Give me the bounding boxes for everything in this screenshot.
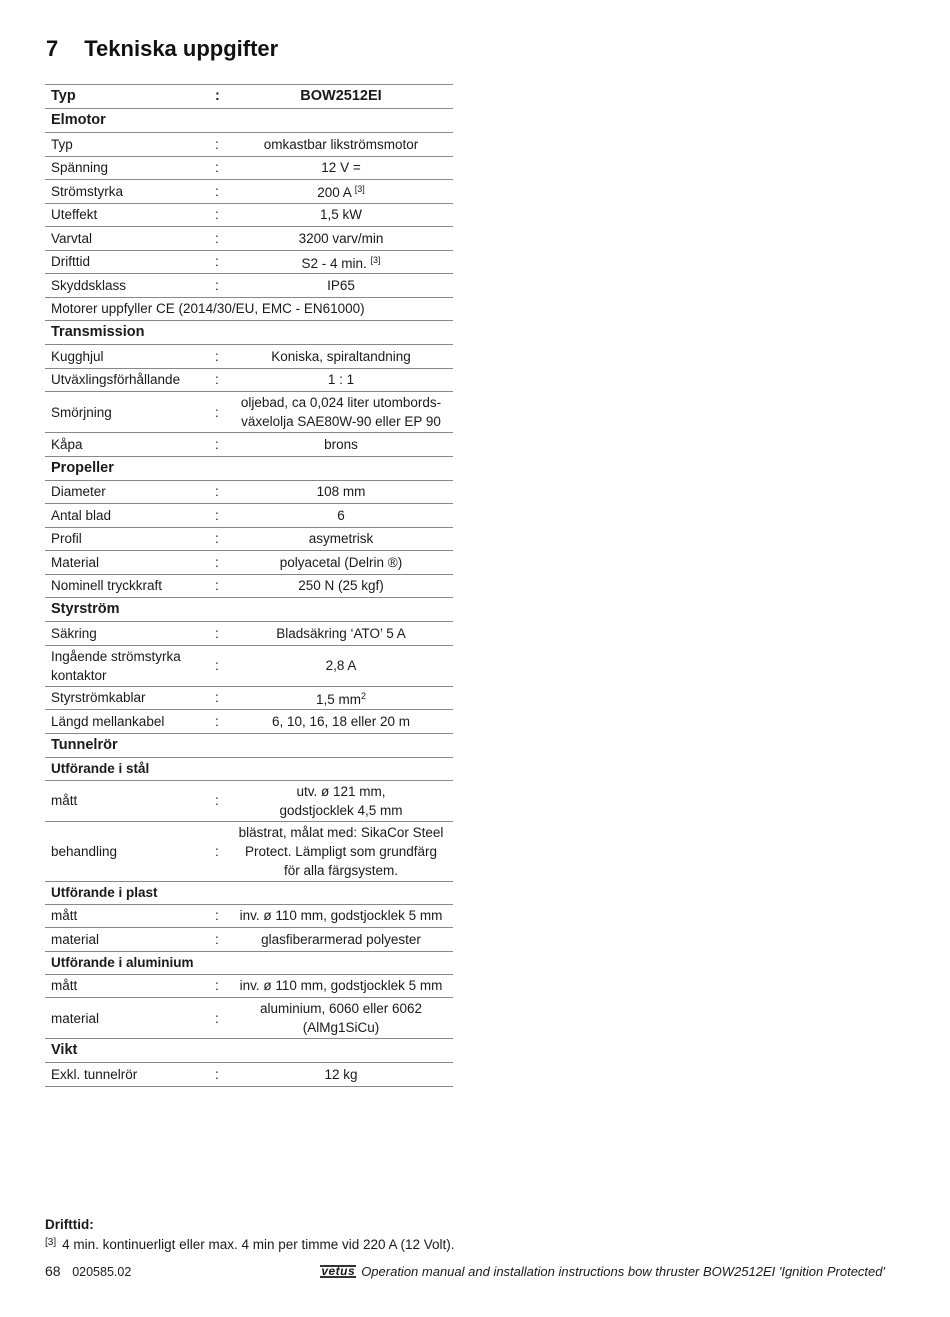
footnote-ref: [3] — [370, 254, 381, 265]
section-propeller: Propeller — [45, 456, 453, 480]
section-number: 7 — [46, 36, 59, 61]
section-styrstrom: Styrström — [45, 598, 453, 622]
table-row: mått : inv. ø 110 mm, godstjocklek 5 mm — [45, 974, 453, 998]
table-row: Ingående strömstyrka kontaktor : 2,8 A — [45, 645, 453, 686]
spec-table — [45, 84, 453, 1087]
table-row: Diameter : 108 mm — [45, 480, 453, 504]
footnote-title: Drifttid: — [45, 1217, 94, 1232]
ce-note-row: Motorer uppfyller CE (2014/30/EU, EMC - EN61000) — [45, 297, 453, 321]
header-value: BOW2512EI — [229, 85, 453, 109]
table-row: behandling : blästrat, målat med: SikaCor Steel Protect. Lämpligt som grundfärg för alla färgsystem. — [45, 821, 453, 881]
page-footer — [45, 1263, 885, 1279]
section-title: Tekniska uppgifter — [84, 36, 279, 61]
table-row: Strömstyrka : 200 A [3] — [45, 180, 453, 204]
table-row: Spänning : 12 V = — [45, 156, 453, 180]
table-row: mått : inv. ø 110 mm, godstjocklek 5 mm — [45, 904, 453, 928]
header-label: Typ — [45, 85, 213, 109]
table-row: Typ : omkastbar likströmsmotor — [45, 133, 453, 157]
page-heading — [46, 36, 278, 62]
document-code: 020585.02 — [72, 1265, 132, 1279]
footnote — [45, 1237, 455, 1252]
section-transmission: Transmission — [45, 321, 453, 345]
subsection-plast: Utförande i plast — [45, 881, 453, 904]
document-description: Operation manual and installation instructions bow thruster BOW2512EI 'Ignition Protected' — [361, 1263, 885, 1279]
table-header-row — [45, 85, 453, 109]
section-tunnelror: Tunnelrör — [45, 733, 453, 757]
table-row: Antal blad : 6 — [45, 504, 453, 528]
table-row: Styrströmkablar : 1,5 $mm^2$ — [45, 686, 453, 710]
table-row: material : glasfiberarmerad polyester — [45, 928, 453, 952]
footer-left — [45, 1263, 131, 1279]
table-row: Profil : asymetrisk — [45, 527, 453, 551]
table-row: Längd mellankabel : 6, 10, 16, 18 eller 20 m — [45, 710, 453, 734]
page-number: 68 — [45, 1263, 61, 1279]
table-row: Uteffekt : 1,5 kW — [45, 203, 453, 227]
header-colon: : — [213, 85, 229, 109]
table-row: mått : utv. ø 121 mm, godstjocklek 4,5 mm — [45, 780, 453, 821]
table-row: Kugghjul : Koniska, spiraltandning — [45, 345, 453, 369]
table-row: Exkl. tunnelrör : 12 kg — [45, 1063, 453, 1087]
footnote-text: 4 min. kontinuerligt eller max. 4 min per timme vid 220 A (12 Volt). — [62, 1237, 455, 1252]
section-elmotor: Elmotor — [45, 109, 453, 133]
table-row: Varvtal : 3200 varv/min — [45, 227, 453, 251]
table-row: Utväxlingsförhållande : 1 : 1 — [45, 368, 453, 392]
footnote-ref: [3] — [45, 1237, 57, 1248]
table-row: Skyddsklass : IP65 — [45, 274, 453, 298]
subsection-aluminium: Utförande i aluminium — [45, 951, 453, 974]
table-row: Kåpa : brons — [45, 433, 453, 457]
table-row: Nominell tryckkraft : 250 N (25 kgf) — [45, 574, 453, 598]
footer-right — [320, 1264, 885, 1279]
footnote-ref: [3] — [354, 184, 365, 195]
subsection-stal: Utförande i stål — [45, 757, 453, 780]
section-vikt: Vikt — [45, 1039, 453, 1063]
table-row: material : aluminium, 6060 eller 6062 (AlMg1SiCu) — [45, 998, 453, 1039]
table-row: Drifttid : S2 - 4 min. [3] — [45, 250, 453, 274]
table-row: Säkring : Bladsäkring ‘ATO’ 5 A — [45, 622, 453, 646]
vetus-logo: vetus — [321, 1263, 356, 1278]
table-row: Material : polyacetal (Delrin ®) — [45, 551, 453, 575]
table-row: Smörjning : oljebad, ca 0,024 liter utombords- växelolja SAE80W-90 eller EP 90 — [45, 392, 453, 433]
